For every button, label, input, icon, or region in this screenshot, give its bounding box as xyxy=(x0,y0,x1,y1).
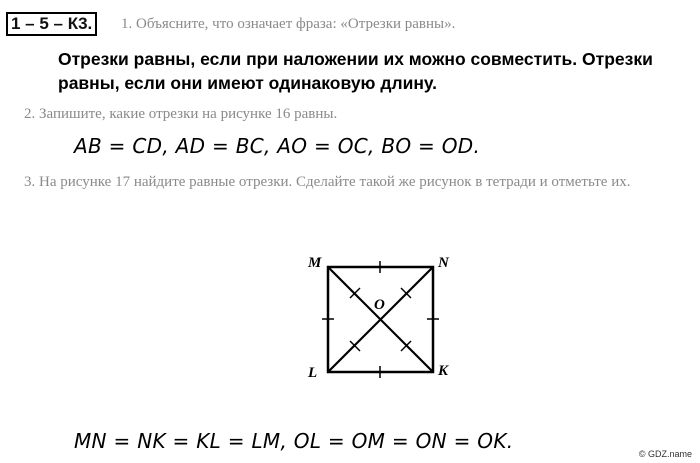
square-figure xyxy=(300,225,470,385)
question-3: 3. На рисунке 17 найдите равные отрезки. Сделайте такой же рисунок в тетради и отметьте их. xyxy=(24,174,631,190)
answer-3: MN = NK = KL = LM, OL = OM = ON = OK. xyxy=(74,429,514,453)
label-k: K xyxy=(438,363,449,379)
answer-1-line-2: равны, если они имеют одинаковую длину. xyxy=(58,73,437,93)
question-2: 2. Запишите, какие отрезки на рисунке 16 равны. xyxy=(24,106,338,122)
answer-2: AB = CD, AD = BC, AO = OC, BO = OD. xyxy=(74,134,481,158)
label-l: L xyxy=(308,365,318,381)
label-m: M xyxy=(308,255,322,271)
task-badge: 1 – 5 – К3. xyxy=(6,12,97,36)
label-n: N xyxy=(438,255,449,271)
answer-1-line-1: Отрезки равны, если при наложении их можно совместить. Отрезки xyxy=(58,49,653,69)
label-o: O xyxy=(374,297,385,313)
question-1: 1. Объясните, что означает фраза: «Отрезки равны». xyxy=(121,16,456,32)
copyright: © GDZ.name xyxy=(638,449,692,459)
